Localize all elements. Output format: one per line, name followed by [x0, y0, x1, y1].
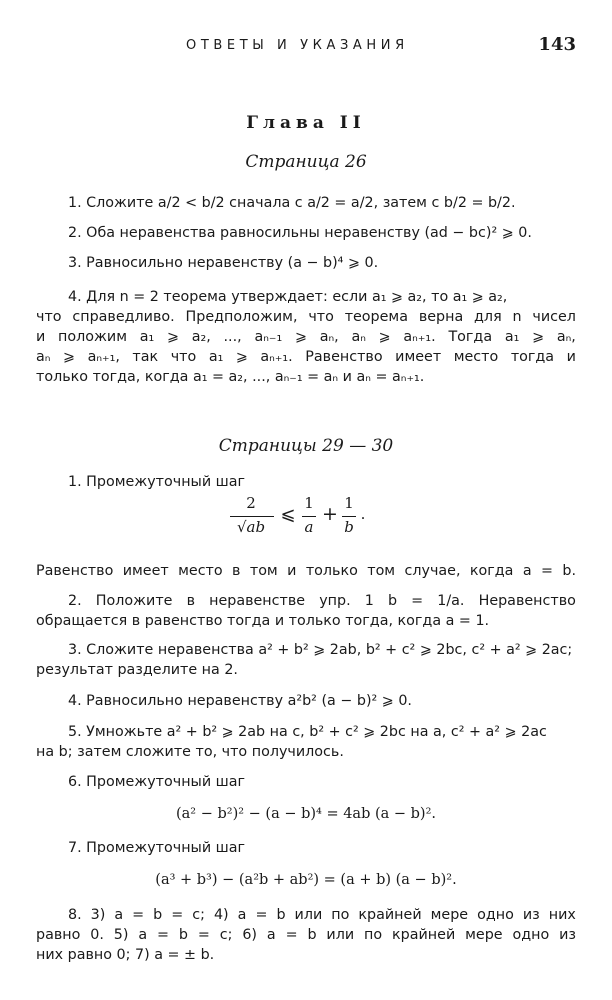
word: крайней	[358, 907, 422, 923]
word: одно	[477, 907, 514, 923]
formula-period: .	[360, 505, 366, 523]
word: a	[266, 927, 276, 943]
word: Равенство	[305, 349, 383, 365]
word: или	[294, 907, 323, 923]
word: aₙ₋₁	[254, 329, 283, 345]
word: a	[114, 907, 124, 923]
word: имеет	[122, 563, 169, 579]
word: что	[308, 309, 334, 325]
answer-line: 5. Умножьте a² + b² ⩾ 2ab на c, b² + c² ⩾ 2bc на a, c² + a² ⩾ 2ac	[68, 724, 547, 740]
word: Тогда	[448, 329, 493, 345]
word: для	[474, 309, 502, 325]
word: что	[36, 309, 62, 325]
word: Равенство	[36, 563, 114, 579]
word: Неравенство	[478, 593, 576, 609]
word: 1/a.	[437, 593, 465, 609]
word: c;	[219, 927, 233, 943]
word: и	[36, 329, 46, 345]
answer-line: них равно 0; 7) a = ± b.	[36, 947, 215, 963]
word: =	[197, 927, 210, 943]
fraction-bar	[230, 516, 274, 517]
answer-line: результат разделите на 2.	[36, 662, 238, 678]
word: ⩾	[532, 329, 545, 345]
word: так	[132, 349, 159, 365]
word: из	[522, 907, 540, 923]
answer-line	[36, 307, 576, 327]
section-title-page-26: Страница 26	[245, 152, 367, 172]
word: 0.	[90, 927, 104, 943]
word: положим	[58, 329, 127, 345]
answer-line	[36, 347, 576, 367]
answer-line: 4. Для n = 2 теорема утверждает: если a₁ ⩾ a₂, то a₁ ⩾ a₂,	[68, 289, 508, 305]
formula-line: (a² − b²)² − (a − b)⁴ = 4ab (a − b)².	[176, 806, 436, 822]
word: ⩾	[166, 329, 179, 345]
word: по	[331, 907, 350, 923]
word: крайней	[392, 927, 456, 943]
answer-line: 3. Равносильно неравенству (a − b)⁴ ⩾ 0.	[68, 255, 379, 271]
word: ⩾	[378, 329, 391, 345]
answer-line: 3. Сложите неравенства a² + b² ⩾ 2ab, b² + c² ⩾ 2bc, c² + a² ⩾ 2ac;	[68, 642, 573, 658]
word: том	[367, 563, 396, 579]
word: в	[232, 563, 241, 579]
fraction-denominator: √ab	[236, 518, 266, 536]
word: a₁	[208, 349, 224, 365]
formula-harmonic-inequality	[228, 492, 388, 548]
word: b	[307, 927, 317, 943]
word: n	[512, 309, 522, 325]
word: a₁	[504, 329, 520, 345]
word: =	[132, 907, 145, 923]
word: ⩾	[63, 349, 76, 365]
fraction-bar	[302, 516, 316, 517]
formula-line: (a³ + b³) − (a²b + ab²) = (a + b) (a − b)².	[155, 872, 457, 888]
answer-line: обращается в равенство тогда и только тогда, когда a = 1.	[36, 613, 490, 629]
word: и	[287, 563, 297, 579]
fraction-numerator: 1	[344, 494, 354, 512]
answer-line	[36, 327, 576, 347]
word: мере	[465, 927, 503, 943]
word: =	[285, 927, 298, 943]
word: мере	[430, 907, 469, 923]
word: или	[326, 927, 355, 943]
word: Предположим,	[185, 309, 298, 325]
answer-line: 1. Сложите a/2 < b/2 сначала с a/2 = a/2, затем с b/2 = b/2.	[68, 195, 516, 211]
word: когда	[469, 563, 514, 579]
word: Положите	[95, 593, 173, 609]
word: верна	[418, 309, 464, 325]
word: по	[364, 927, 383, 943]
word: одно	[512, 927, 550, 943]
answer-line	[36, 925, 576, 945]
word: 3)	[90, 907, 106, 923]
word: имеет	[395, 349, 442, 365]
fraction-numerator: 2	[246, 494, 256, 512]
fraction-bar	[342, 516, 356, 517]
word: aₙ₊₁,	[87, 349, 120, 365]
word: ...,	[223, 329, 242, 345]
word: равно	[36, 927, 81, 943]
word: неравенстве	[209, 593, 306, 609]
answer-line	[68, 905, 576, 925]
word: 6)	[242, 927, 258, 943]
fraction-denominator: a	[304, 518, 314, 536]
word: =	[255, 907, 268, 923]
word: чисел	[532, 309, 576, 325]
word: 2.	[68, 593, 82, 609]
word: 1	[364, 593, 374, 609]
word: b	[276, 907, 286, 923]
fraction-numerator: 1	[304, 494, 314, 512]
word: ⩾	[235, 349, 248, 365]
running-header: ОТВЕТЫ И УКАЗАНИЯ	[186, 38, 409, 53]
word: 8.	[68, 907, 82, 923]
fraction-denominator: b	[344, 518, 354, 536]
word: =	[157, 927, 170, 943]
word: =	[171, 907, 184, 923]
word: в	[186, 593, 195, 609]
word: aₙ₊₁.	[403, 329, 436, 345]
word: =	[541, 563, 553, 579]
word: том	[249, 563, 278, 579]
word: b	[387, 593, 398, 609]
word: b.	[562, 563, 576, 579]
word: тогда	[510, 349, 555, 365]
word: a	[237, 907, 247, 923]
answer-line: 4. Равносильно неравенству a²b² (a − b)² ⩾ 0.	[68, 693, 412, 709]
answer-line: 2. Оба неравенства равносильны неравенству (ad − bc)² ⩾ 0.	[68, 225, 532, 241]
word: них	[548, 907, 576, 923]
word: только	[305, 563, 358, 579]
word: справедливо.	[72, 309, 175, 325]
answer-line: 1. Промежуточный шаг	[68, 474, 246, 490]
word: b	[178, 927, 188, 943]
word: теорема	[344, 309, 408, 325]
word: a₁	[139, 329, 155, 345]
word: =	[411, 593, 424, 609]
word: b	[153, 907, 163, 923]
section-title-pages-29-30: Страницы 29 — 30	[218, 436, 394, 456]
answer-line: только тогда, когда a₁ = a₂, ..., aₙ₋₁ = aₙ и aₙ = aₙ₊₁.	[36, 369, 425, 385]
answer-line: 7. Промежуточный шаг	[68, 840, 246, 856]
chapter-title: Глава II	[246, 113, 366, 133]
word: ⩾	[294, 329, 307, 345]
word: aₙ,	[319, 329, 339, 345]
word: упр.	[319, 593, 351, 609]
word: 5)	[113, 927, 129, 943]
word: a	[138, 927, 148, 943]
page-number: 143	[538, 34, 576, 55]
word: aₙ,	[556, 329, 576, 345]
word: 4)	[213, 907, 229, 923]
word: a₂,	[191, 329, 211, 345]
word: место	[178, 563, 223, 579]
word: что	[170, 349, 197, 365]
word: aₙ	[351, 329, 366, 345]
word: aₙ₊₁.	[260, 349, 293, 365]
word: и	[566, 349, 576, 365]
answer-line	[68, 591, 576, 611]
word: a	[522, 563, 532, 579]
word: случае,	[404, 563, 461, 579]
word: c;	[192, 907, 205, 923]
answer-line: 6. Промежуточный шаг	[68, 774, 246, 790]
answer-line	[36, 561, 576, 581]
relation-sign: ⩽	[280, 504, 296, 525]
word: aₙ	[36, 349, 51, 365]
word: из	[559, 927, 576, 943]
word: место	[453, 349, 499, 365]
plus-sign: +	[322, 503, 338, 525]
answer-line: на b; затем сложите то, что получилось.	[36, 744, 344, 760]
